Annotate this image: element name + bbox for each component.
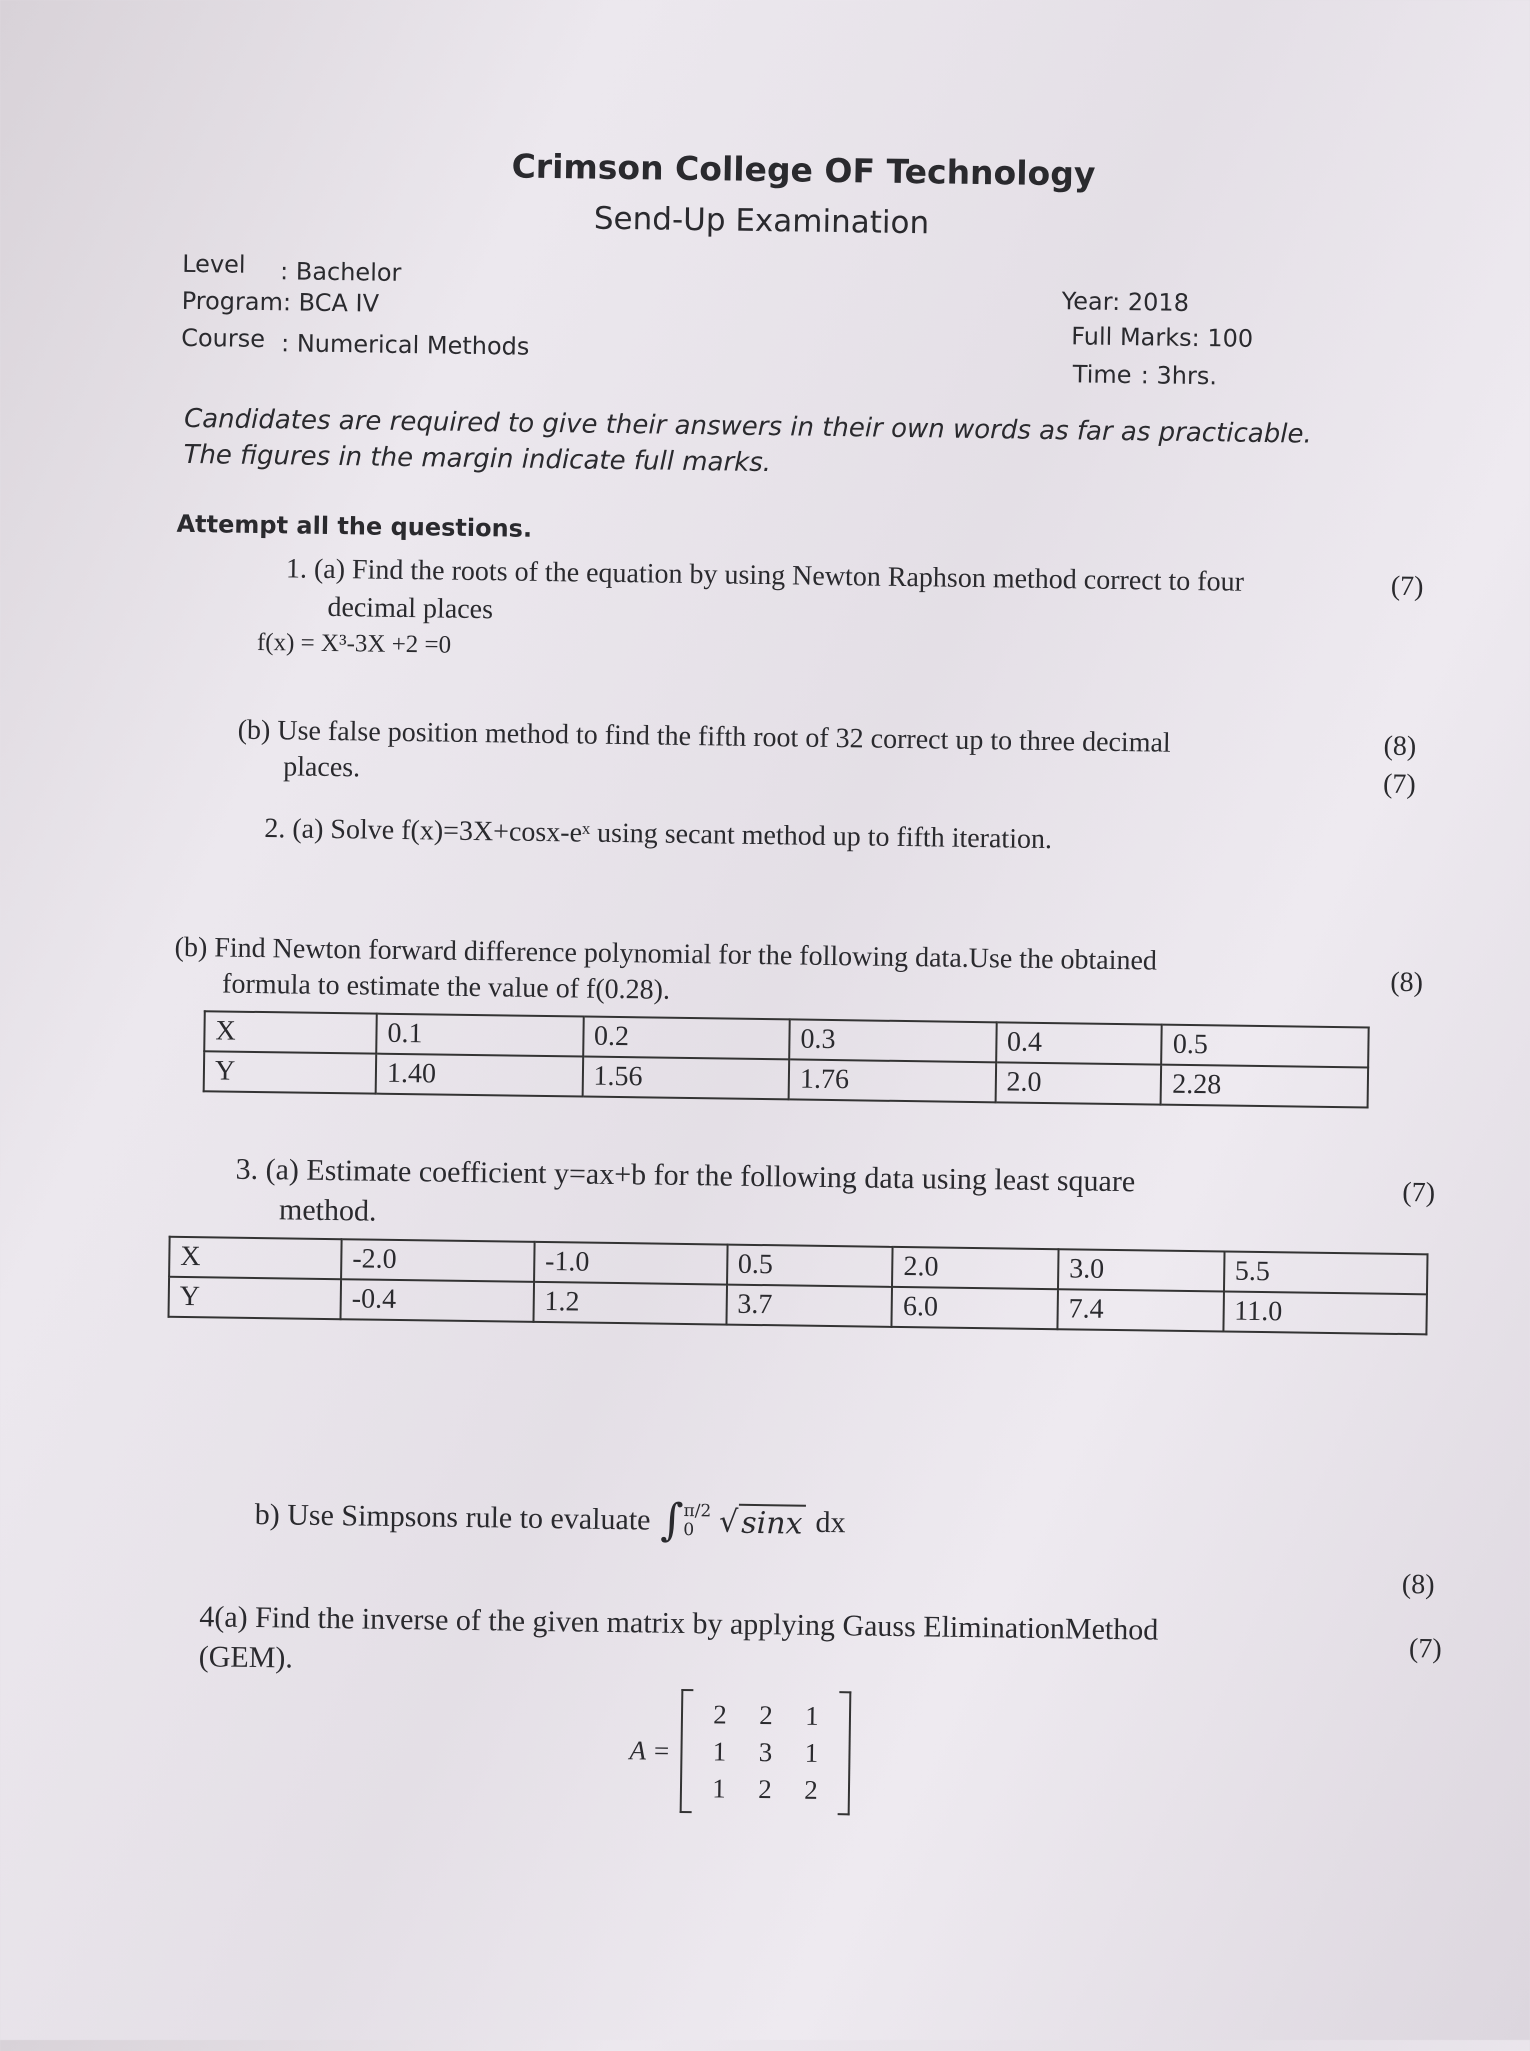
college-name: Crimson College OF Technology	[511, 146, 1096, 194]
q2b-marks: (8)	[1390, 966, 1424, 999]
q3b-question	[254, 1493, 845, 1545]
table-cell: 1.56	[582, 1057, 789, 1100]
matrix-cell: 1	[712, 1735, 727, 1767]
integral-limits	[683, 1502, 711, 1540]
q2b-data-table	[203, 1010, 1370, 1108]
matrix-cell: 1	[805, 1700, 819, 1731]
table-cell: Y	[204, 1051, 377, 1093]
integral-upper-limit: π/2	[683, 1501, 712, 1522]
instruction-line-1: Candidates are required to give their answers in their own words as far as practicable.	[183, 403, 1312, 450]
matrix-cell: 2	[759, 1699, 773, 1730]
q3b-suffix: dx	[815, 1505, 846, 1540]
table-cell: 5.5	[1224, 1252, 1428, 1295]
table-cell: 2.0	[995, 1062, 1161, 1104]
table-cell: 7.4	[1057, 1289, 1223, 1331]
q3b-prefix: b) Use Simpsons rule to evaluate	[254, 1497, 651, 1537]
table-cell: 0.5	[1162, 1025, 1369, 1068]
q2b-line-2: formula to estimate the value of f(0.28).	[221, 968, 671, 1006]
course-value: : Numerical Methods	[280, 329, 530, 361]
table-cell: 0.2	[583, 1017, 790, 1060]
q3a-marks: (7)	[1402, 1176, 1436, 1209]
q4a-marks: (7)	[1408, 1633, 1442, 1665]
integral-lower-limit: 0	[683, 1519, 695, 1541]
q3a-line-2: method.	[278, 1193, 377, 1228]
matrix-a	[629, 1688, 852, 1815]
matrix-grid	[692, 1699, 839, 1806]
table-cell: X	[169, 1237, 342, 1279]
table-cell: 1.76	[789, 1059, 996, 1102]
table-cell: 1.2	[533, 1282, 726, 1325]
table-cell: -1.0	[534, 1242, 727, 1285]
matrix-cell: 1	[712, 1772, 726, 1804]
program-line: Program: BCA IV	[181, 286, 380, 318]
table-cell: 2.28	[1161, 1065, 1368, 1108]
q4a-line-2: (GEM).	[198, 1640, 294, 1675]
table-cell: 0.1	[376, 1014, 583, 1057]
full-marks: Full Marks: 100	[1071, 322, 1254, 353]
q1a-line-2: decimal places	[327, 591, 494, 626]
q4a-line-1: 4(a) Find the inverse of the given matrix by applying Gauss EliminationMethod	[199, 1600, 1159, 1647]
matrix-right-bracket	[838, 1691, 852, 1815]
table-cell: -2.0	[341, 1239, 534, 1282]
q1b-line-2: places.	[282, 751, 361, 784]
table-cell: Y	[169, 1277, 342, 1319]
integrand: sinx	[738, 1503, 806, 1541]
matrix-label: A =	[629, 1734, 671, 1766]
table-cell: 6.0	[892, 1287, 1058, 1329]
table-cell: 1.40	[376, 1054, 583, 1097]
table-cell: 3.0	[1058, 1249, 1224, 1291]
matrix-cell: 2	[804, 1774, 818, 1805]
matrix-cell: 2	[713, 1698, 727, 1730]
instruction-line-2: The figures in the margin indicate full marks.	[183, 439, 772, 479]
q2a-text: 2. (a) Solve f(x)=3X+cosx-eˣ using secant method up to fifth iteration.	[264, 813, 1053, 856]
course-label: Course	[180, 323, 266, 354]
q2a-marks: (7)	[1382, 768, 1416, 801]
q1a-equation: f(x) = X³-3X +2 =0	[256, 628, 452, 659]
table-cell: 2.0	[892, 1247, 1058, 1289]
q3a-line-1: 3. (a) Estimate coefficient y=ax+b for the following data using least square	[235, 1152, 1136, 1199]
table-cell: -0.4	[341, 1279, 534, 1322]
table-cell: 0.4	[996, 1022, 1162, 1064]
attempt-heading: Attempt all the questions.	[176, 509, 533, 543]
q2b-line-1: (b) Find Newton forward difference polynomial for the following data.Use the obtained	[174, 931, 1158, 977]
table-cell: 3.7	[726, 1285, 892, 1327]
integral-sign-icon: ∫	[660, 1494, 684, 1546]
table-cell: 11.0	[1223, 1292, 1427, 1335]
level-label: Level	[182, 249, 246, 279]
table-cell: 0.3	[789, 1019, 996, 1062]
table-cell: X	[204, 1011, 377, 1053]
sqrt-sign-icon: √	[718, 1503, 739, 1540]
matrix-cell: 2	[758, 1773, 772, 1804]
q1a-marks: (7)	[1390, 570, 1424, 603]
level-value: : Bachelor	[279, 257, 402, 287]
q1a-line-1: 1. (a) Find the roots of the equation by using Newton Raphson method correct to four	[285, 553, 1245, 598]
q3a-data-table	[168, 1236, 1429, 1336]
q1b-line-1: (b) Use false position method to find the fifth root of 32 correct up to three decimal	[237, 714, 1171, 759]
matrix-cell: 3	[758, 1736, 773, 1767]
matrix-cell: 1	[804, 1737, 819, 1768]
time-label: Time	[1072, 360, 1132, 390]
year: Year: 2018	[1061, 287, 1190, 317]
q3b-marks: (8)	[1401, 1569, 1435, 1601]
time-value: : 3hrs.	[1140, 361, 1218, 391]
table-cell: 0.5	[727, 1245, 893, 1287]
q1b-marks: (8)	[1383, 730, 1417, 763]
exam-title: Send-Up Examination	[593, 200, 930, 242]
integral-expression	[660, 1494, 806, 1546]
